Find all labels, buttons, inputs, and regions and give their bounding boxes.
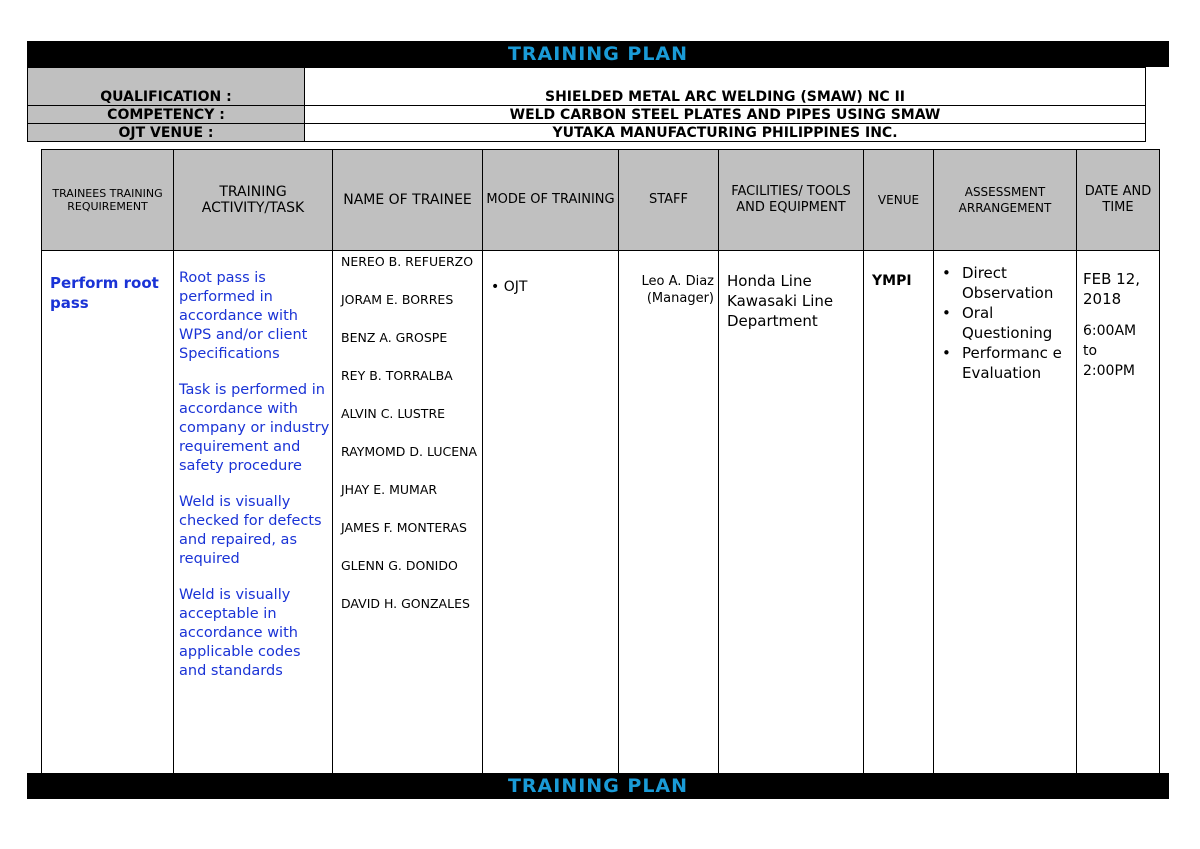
facility-item: Kawasaki Line <box>727 292 834 310</box>
facility-item: Honda Line <box>727 272 812 290</box>
mode-cell <box>483 251 619 800</box>
date-value: FEB 12, 2018 <box>1083 270 1141 308</box>
header-assessment: ASSESSMENT ARRANGEMENT <box>934 150 1077 251</box>
header-facilities: FACILITIES/ TOOLS AND EQUIPMENT <box>719 150 864 251</box>
competency-label: COMPETENCY : <box>28 106 305 124</box>
staff-cell <box>619 251 719 800</box>
assessment-item <box>942 303 1076 343</box>
bullet-icon: • <box>491 279 500 295</box>
plan-info-table <box>27 67 1146 142</box>
assessment-text: Direct Observation <box>962 264 1054 302</box>
bullet-icon: • <box>942 264 951 282</box>
task-item: Weld is visually checked for defects and repaired, as required <box>179 494 322 567</box>
staff-name: Leo A. Diaz <box>641 274 714 289</box>
header-activity: TRAINING ACTIVITY/TASK <box>174 150 333 251</box>
time-end: 2:00PM <box>1083 363 1135 379</box>
trainee-name: RAYMOMD D. LUCENA <box>341 444 477 459</box>
trainee-name: ALVIN C. LUSTRE <box>341 406 446 421</box>
datetime-cell <box>1077 251 1160 800</box>
mode-value: OJT <box>503 279 528 295</box>
task-item: Weld is visually acceptable in accordance with applicable codes and standards <box>179 587 301 679</box>
training-plan-table <box>41 149 1160 799</box>
header-datetime: DATE AND TIME <box>1077 150 1160 251</box>
ojt-venue-label: OJT VENUE : <box>28 124 305 142</box>
trainee-name: JHAY E. MUMAR <box>341 482 438 497</box>
task-item: Task is performed in accordance with company or industry requirement and safety procedure <box>179 382 330 474</box>
venue-cell: YMPI <box>864 251 934 800</box>
table-row <box>42 251 1160 800</box>
requirement-cell: Perform root pass <box>42 251 174 800</box>
time-start: 6:00AM <box>1083 323 1137 339</box>
trainee-name: JAMES F. MONTERAS <box>341 520 467 535</box>
trainee-name: REY B. TORRALBA <box>341 368 453 383</box>
trainee-name: GLENN G. DONIDO <box>341 558 458 573</box>
trainee-name: NEREO B. REFUERZO <box>341 254 474 269</box>
header-trainee: NAME OF TRAINEE <box>333 150 483 251</box>
bullet-icon: • <box>942 344 951 362</box>
trainee-cell <box>333 251 483 800</box>
assessment-cell <box>934 251 1077 800</box>
activity-cell <box>174 251 333 800</box>
footer-title-banner: TRAINING PLAN <box>27 773 1169 799</box>
trainee-name: JORAM E. BORRES <box>341 292 454 307</box>
ojt-venue-value: YUTAKA MANUFACTURING PHILIPPINES INC. <box>305 124 1146 142</box>
header-venue: VENUE <box>864 150 934 251</box>
bullet-icon: • <box>942 304 951 322</box>
time-separator: to <box>1083 343 1098 359</box>
table-header-row <box>42 150 1160 251</box>
assessment-list <box>934 263 1076 383</box>
page-title-banner: TRAINING PLAN <box>27 41 1169 67</box>
assessment-item <box>942 343 1076 383</box>
facility-item: Department <box>727 312 818 330</box>
assessment-item <box>942 263 1076 303</box>
header-mode: MODE OF TRAINING <box>483 150 619 251</box>
qualification-value: SHIELDED METAL ARC WELDING (SMAW) NC II <box>305 68 1146 106</box>
facilities-cell <box>719 251 864 800</box>
trainee-name: BENZ A. GROSPE <box>341 330 448 345</box>
staff-role: (Manager) <box>646 291 714 306</box>
header-staff: STAFF <box>619 150 719 251</box>
competency-value: WELD CARBON STEEL PLATES AND PIPES USING SMAW <box>305 106 1146 124</box>
header-requirement: TRAINEES TRAINING REQUIREMENT <box>42 150 174 251</box>
assessment-text: Oral Questioning <box>962 304 1053 342</box>
trainee-name: DAVID H. GONZALES <box>341 596 470 611</box>
qualification-label: QUALIFICATION : <box>28 68 305 106</box>
assessment-text: Performanc e Evaluation <box>962 344 1062 382</box>
task-item: Root pass is performed in accordance with WPS and/or client Specifications <box>179 270 308 362</box>
